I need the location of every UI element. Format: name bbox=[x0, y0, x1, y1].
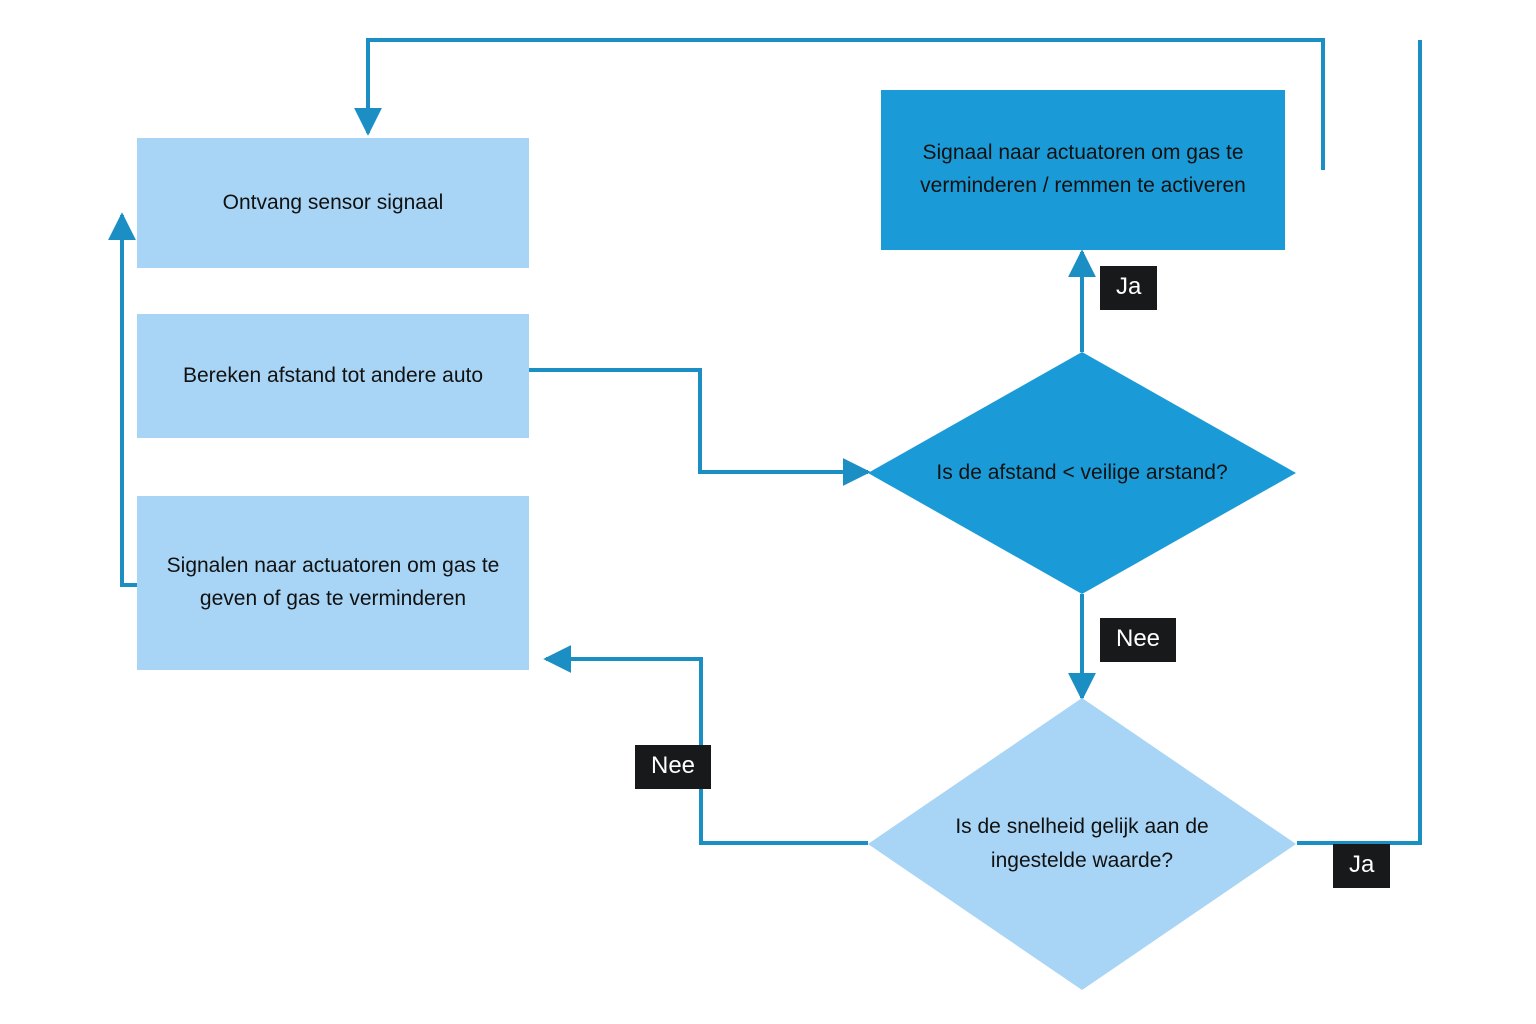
node-actuators-throttle[interactable] bbox=[137, 496, 529, 670]
node-label: Is de snelheid gelijk aan de ingestelde waarde? bbox=[955, 815, 1209, 872]
node-label: Signaal naar actuatoren om gas te verminderen / remmen te activeren bbox=[920, 141, 1246, 197]
node-distance-decision[interactable] bbox=[868, 352, 1296, 594]
edge-actuators-to-receive bbox=[122, 215, 137, 585]
node-label: Ontvang sensor signaal bbox=[222, 190, 444, 214]
edge-label-nee-distance: Nee bbox=[1100, 618, 1176, 662]
edge-label-ja-distance: Ja bbox=[1100, 266, 1157, 310]
node-brake-actuators[interactable] bbox=[881, 90, 1285, 250]
edge-label-ja-speed: Ja bbox=[1333, 844, 1390, 888]
edge-calc-to-distance bbox=[528, 370, 868, 472]
edge-speed-ja-to-top bbox=[1297, 40, 1420, 843]
node-label: Signalen naar actuatoren om gas te geven of gas te verminderen bbox=[166, 554, 500, 610]
node-receive-sensor-signal[interactable] bbox=[137, 138, 529, 268]
node-label: Bereken afstand tot andere auto bbox=[182, 363, 484, 387]
node-label: Is de afstand < veilige arstand? bbox=[936, 461, 1228, 485]
node-speed-decision[interactable] bbox=[868, 698, 1296, 990]
node-calculate-distance[interactable] bbox=[137, 314, 529, 438]
edge-label-nee-speed: Nee bbox=[635, 745, 711, 789]
